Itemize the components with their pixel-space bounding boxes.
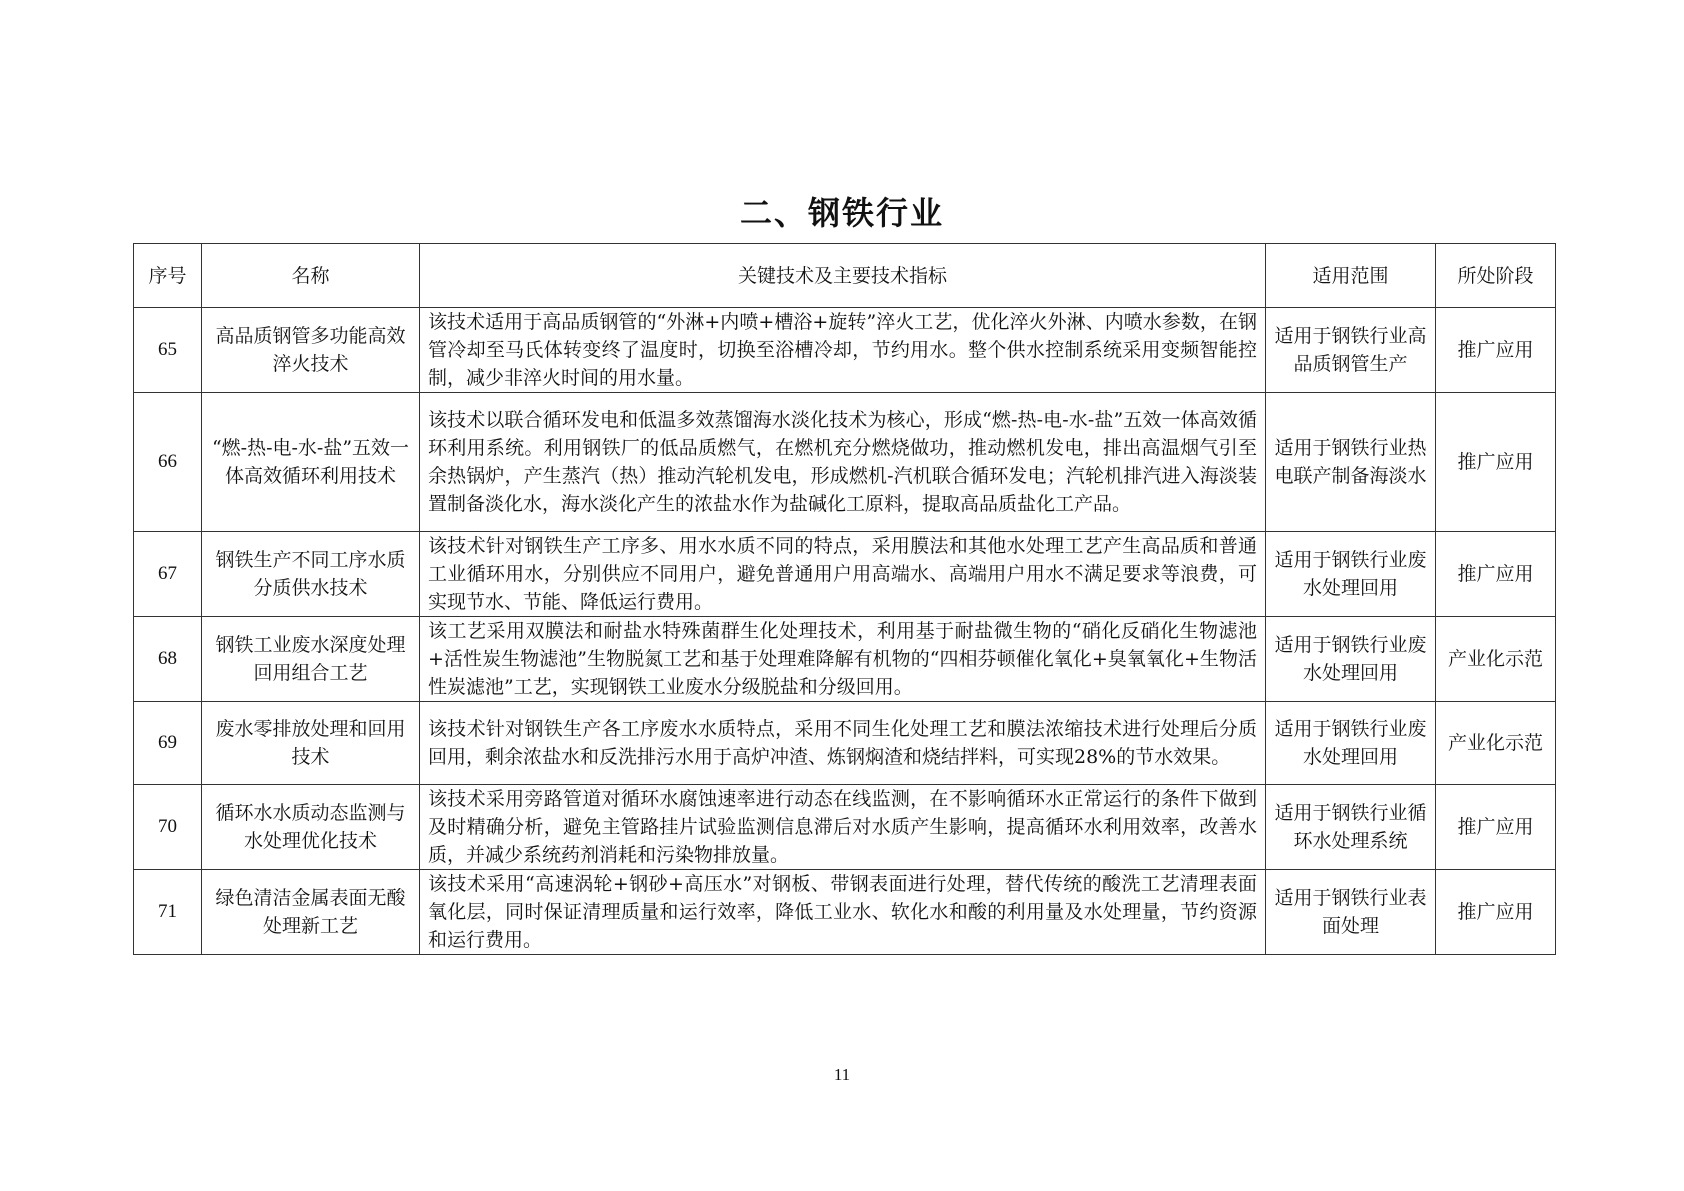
row-stage: 推广应用 — [1436, 532, 1556, 617]
row-stage: 推广应用 — [1436, 393, 1556, 532]
row-seq: 65 — [134, 308, 202, 393]
table-row — [134, 308, 1556, 393]
row-desc: 该技术采用“高速涡轮+钢砂+高压水”对钢板、带钢表面进行处理，替代传统的酸洗工艺清理表面氧化层，同时保证清理质量和运行效率，降低工业水、软化水和酸的利用量及水处理量，节约资源和运行费用。 — [420, 870, 1266, 955]
row-scope: 适用于钢铁行业表面处理 — [1266, 870, 1436, 955]
table-row — [134, 702, 1556, 785]
row-desc: 该技术针对钢铁生产各工序废水水质特点，采用不同生化处理工艺和膜法浓缩技术进行处理后分质回用，剩余浓盐水和反洗排污水用于高炉冲渣、炼钢焖渣和烧结拌料，可实现28%的节水效果。 — [420, 702, 1266, 785]
row-desc: 该技术针对钢铁生产工序多、用水水质不同的特点，采用膜法和其他水处理工艺产生高品质和普通工业循环用水，分别供应不同用户，避免普通用户用高端水、高端用户用水不满足要求等浪费，可实现节水、节能、降低运行费用。 — [420, 532, 1266, 617]
row-name: 高品质钢管多功能高效淬火技术 — [202, 308, 420, 393]
header-desc: 关键技术及主要技术指标 — [420, 244, 1266, 308]
row-name: 循环水水质动态监测与水处理优化技术 — [202, 785, 420, 870]
row-desc: 该技术采用旁路管道对循环水腐蚀速率进行动态在线监测，在不影响循环水正常运行的条件下做到及时精确分析，避免主管路挂片试验监测信息滞后对水质产生影响，提高循环水利用效率，改善水质，并减少系统药剂消耗和污染物排放量。 — [420, 785, 1266, 870]
header-scope: 适用范围 — [1266, 244, 1436, 308]
row-name: 钢铁生产不同工序水质分质供水技术 — [202, 532, 420, 617]
row-desc: 该技术以联合循环发电和低温多效蒸馏海水淡化技术为核心，形成“燃-热-电-水-盐”五效一体高效循环利用系统。利用钢铁厂的低品质燃气，在燃机充分燃烧做功，推动燃机发电，排出高温烟气引至余热锅炉，产生蒸汽（热）推动汽轮机发电，形成燃机-汽机联合循环发电；汽轮机排汽进入海淡装置制备淡化水，海水淡化产生的浓盐水作为盐碱化工原料，提取高品质盐化工产品。 — [420, 393, 1266, 532]
row-name: 绿色清洁金属表面无酸处理新工艺 — [202, 870, 420, 955]
row-seq: 68 — [134, 617, 202, 702]
table-row — [134, 870, 1556, 955]
row-scope: 适用于钢铁行业循环水处理系统 — [1266, 785, 1436, 870]
row-name: “燃-热-电-水-盐”五效一体高效循环利用技术 — [202, 393, 420, 532]
table-row — [134, 785, 1556, 870]
row-seq: 71 — [134, 870, 202, 955]
table-row — [134, 393, 1556, 532]
row-stage: 推广应用 — [1436, 308, 1556, 393]
row-stage: 推广应用 — [1436, 870, 1556, 955]
row-scope: 适用于钢铁行业废水处理回用 — [1266, 702, 1436, 785]
row-desc: 该技术适用于高品质钢管的“外淋+内喷+槽浴+旋转”淬火工艺，优化淬火外淋、内喷水参数，在钢管冷却至马氏体转变终了温度时，切换至浴槽冷却，节约用水。整个供水控制系统采用变频智能控制，减少非淬火时间的用水量。 — [420, 308, 1266, 393]
row-scope: 适用于钢铁行业废水处理回用 — [1266, 617, 1436, 702]
header-name: 名称 — [202, 244, 420, 308]
row-scope: 适用于钢铁行业废水处理回用 — [1266, 532, 1436, 617]
page-title: 二、钢铁行业 — [739, 194, 944, 232]
table-header-row — [134, 244, 1556, 308]
row-stage: 产业化示范 — [1436, 702, 1556, 785]
row-desc: 该工艺采用双膜法和耐盐水特殊菌群生化处理技术，利用基于耐盐微生物的“硝化反硝化生物滤池+活性炭生物滤池”生物脱氮工艺和基于处理难降解有机物的“四相芬顿催化氧化+臭氧氧化+生物活性炭滤池”工艺，实现钢铁工业废水分级脱盐和分级回用。 — [420, 617, 1266, 702]
header-stage: 所处阶段 — [1436, 244, 1556, 308]
row-name: 废水零排放处理和回用技术 — [202, 702, 420, 785]
row-stage: 推广应用 — [1436, 785, 1556, 870]
table-row — [134, 532, 1556, 617]
row-seq: 67 — [134, 532, 202, 617]
row-scope: 适用于钢铁行业热电联产制备海淡水 — [1266, 393, 1436, 532]
row-seq: 70 — [134, 785, 202, 870]
technology-table — [133, 243, 1556, 955]
row-stage: 产业化示范 — [1436, 617, 1556, 702]
row-name: 钢铁工业废水深度处理回用组合工艺 — [202, 617, 420, 702]
row-scope: 适用于钢铁行业高品质钢管生产 — [1266, 308, 1436, 393]
row-seq: 69 — [134, 702, 202, 785]
header-seq: 序号 — [134, 244, 202, 308]
row-seq: 66 — [134, 393, 202, 532]
table-row — [134, 617, 1556, 702]
page-number: 11 — [833, 1065, 851, 1084]
